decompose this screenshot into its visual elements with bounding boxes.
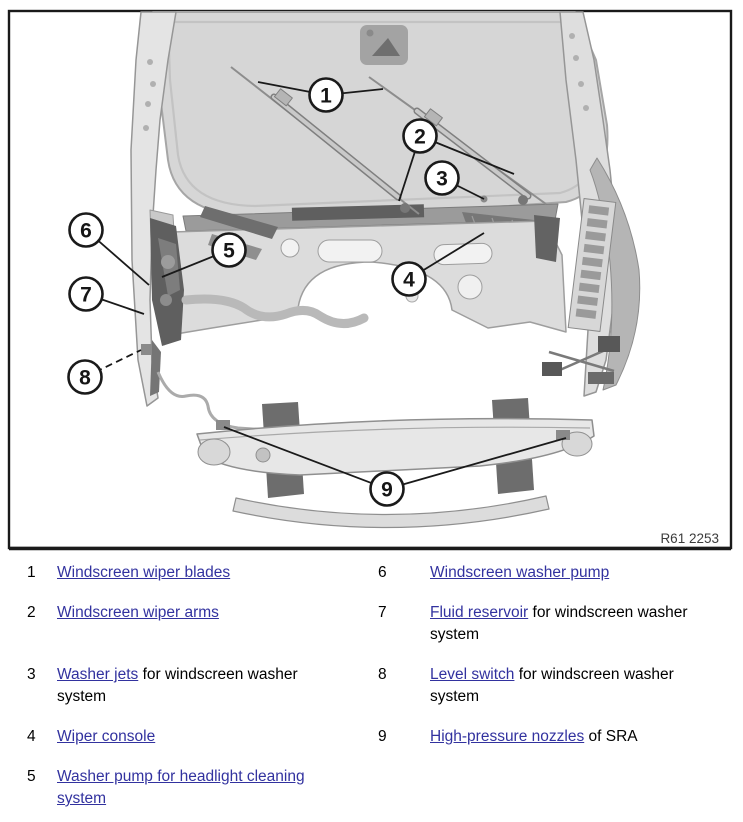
legend-text [430, 664, 718, 708]
legend-link[interactable]: Level switch [430, 666, 515, 683]
callout-7 [70, 278, 103, 311]
svg-text:9: 9 [381, 478, 393, 502]
legend-link[interactable]: Fluid reservoir [430, 604, 529, 621]
legend-link[interactable]: Washer pump for headlight cleaning system [57, 768, 305, 807]
legend-link[interactable]: Windscreen wiper blades [57, 564, 231, 581]
legend-number: 8 [378, 666, 387, 683]
callout-4 [393, 263, 426, 296]
callout-8 [69, 361, 102, 394]
legend-text [57, 602, 345, 624]
callout-9 [371, 473, 404, 506]
parts-legend [27, 562, 743, 810]
svg-text:4: 4 [403, 268, 415, 292]
svg-text:8: 8 [79, 366, 91, 390]
legend-number: 1 [27, 564, 36, 581]
legend-number: 5 [27, 768, 36, 785]
legend-text [430, 602, 718, 646]
callout-5 [213, 234, 246, 267]
svg-text:5: 5 [223, 239, 235, 263]
callout-3 [426, 162, 459, 195]
legend-row [27, 562, 743, 584]
legend-row [27, 602, 743, 646]
legend-text [57, 766, 345, 810]
legend-link[interactable]: Windscreen washer pump [430, 564, 610, 581]
legend-number: 2 [27, 604, 36, 621]
legend-rest: for windscreen washer system [57, 666, 298, 705]
svg-text:6: 6 [80, 219, 92, 243]
legend-row [27, 664, 743, 708]
legend-link[interactable]: Washer jets [57, 666, 139, 683]
legend-rest: of SRA [584, 728, 638, 745]
legend-text [57, 726, 345, 748]
legend-text [430, 562, 718, 584]
legend-text [57, 664, 345, 708]
legend-link[interactable]: Windscreen wiper arms [57, 604, 219, 621]
legend-rest: for windscreen washer system [430, 666, 674, 705]
svg-text:3: 3 [436, 167, 448, 191]
legend-number: 7 [378, 604, 387, 621]
callout-2 [404, 120, 437, 153]
figure-reference-code: R61 2253 [660, 531, 719, 546]
legend-row [27, 726, 743, 748]
callout-6 [70, 214, 103, 247]
legend-number: 4 [27, 728, 36, 745]
legend-number: 3 [27, 666, 36, 683]
svg-text:2: 2 [414, 125, 426, 149]
legend-number: 6 [378, 564, 387, 581]
legend-link[interactable]: High-pressure nozzles [430, 728, 585, 745]
legend-text [430, 726, 718, 748]
legend-rest: for windscreen washer system [430, 604, 688, 643]
svg-text:7: 7 [80, 283, 92, 307]
callout-1 [310, 79, 343, 112]
legend-link[interactable]: Wiper console [57, 728, 156, 745]
legend-row [27, 766, 743, 810]
svg-text:1: 1 [320, 84, 332, 108]
legend-text [57, 562, 345, 584]
legend-number: 9 [378, 728, 387, 745]
